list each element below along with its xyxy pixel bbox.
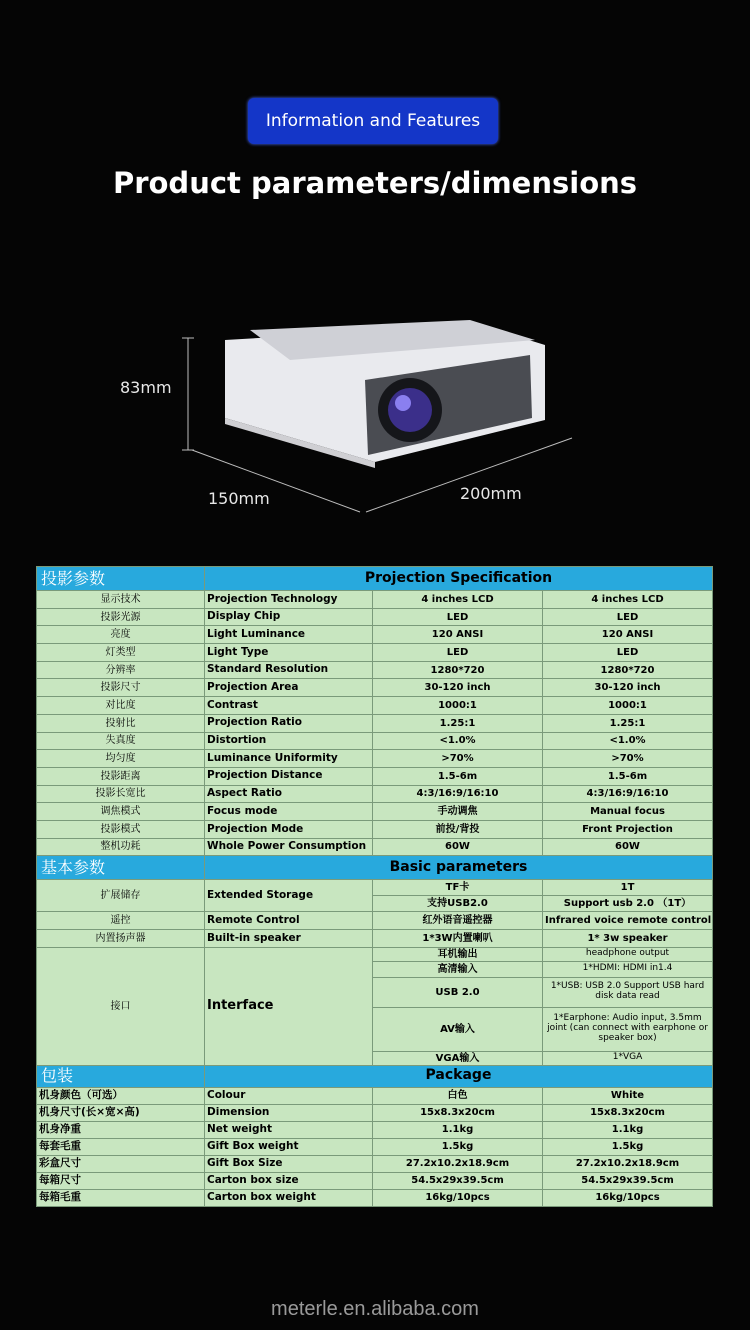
table-row	[37, 608, 713, 626]
table-cell: 60W	[373, 838, 543, 856]
table-cell: 投影距离	[37, 767, 205, 785]
table-cell: <1.0%	[373, 732, 543, 750]
table-cell: 120 ANSI	[373, 626, 543, 644]
table-cell: Projection Technology	[205, 591, 373, 609]
table-cell: LED	[373, 608, 543, 626]
table-cell: 亮度	[37, 626, 205, 644]
table-row	[37, 880, 713, 896]
table-cell: White	[543, 1087, 713, 1104]
table-cell: Gift Box Size	[205, 1155, 373, 1172]
table-row	[37, 1087, 713, 1104]
table-cell: Built-in speaker	[205, 930, 373, 948]
table-cell: AV输入	[373, 1007, 543, 1051]
table-cell: 整机功耗	[37, 838, 205, 856]
table-cell: 1T	[543, 880, 713, 896]
height-label: 83mm	[120, 378, 172, 397]
section-title-cn: 基本参数	[37, 856, 205, 880]
table-cell: Projection Distance	[205, 767, 373, 785]
table-row	[37, 591, 713, 609]
table-cell: 1.5kg	[373, 1138, 543, 1155]
table-row	[37, 767, 713, 785]
table-cell: 1.1kg	[543, 1121, 713, 1138]
table-cell: 手动调焦	[373, 803, 543, 821]
table-cell: 灯类型	[37, 644, 205, 662]
footer-url: meterle.en.alibaba.com	[271, 1298, 479, 1320]
table-cell: LED	[543, 644, 713, 662]
table-cell: 机身净重	[37, 1121, 205, 1138]
table-cell: 1280*720	[373, 661, 543, 679]
table-row	[37, 1189, 713, 1206]
table-cell: Projection Ratio	[205, 714, 373, 732]
table-cell: 机身颜色（可选）	[37, 1087, 205, 1104]
table-cell: 16kg/10pcs	[543, 1189, 713, 1206]
table-cell: 15x8.3x20cm	[543, 1104, 713, 1121]
table-cell: 接口	[37, 947, 205, 1065]
table-cell: 1.1kg	[373, 1121, 543, 1138]
table-cell: 每套毛重	[37, 1138, 205, 1155]
section-title-cn: 包装	[37, 1065, 205, 1087]
table-cell: 4 inches LCD	[373, 591, 543, 609]
table-row	[37, 856, 713, 880]
table-cell: Carton box weight	[205, 1189, 373, 1206]
table-row	[37, 750, 713, 768]
table-cell: 投射比	[37, 714, 205, 732]
table-cell: 15x8.3x20cm	[373, 1104, 543, 1121]
table-cell: 扩展储存	[37, 880, 205, 912]
table-cell: >70%	[373, 750, 543, 768]
table-cell: 4 inches LCD	[543, 591, 713, 609]
table-cell: VGA输入	[373, 1051, 543, 1065]
table-cell: >70%	[543, 750, 713, 768]
table-cell: 1*USB: USB 2.0 Support USB hard disk data read	[543, 977, 713, 1007]
table-cell: Carton box size	[205, 1172, 373, 1189]
table-cell: LED	[543, 608, 713, 626]
table-cell: Manual focus	[543, 803, 713, 821]
table-cell: 1.5-6m	[543, 767, 713, 785]
table-cell: 54.5x29x39.5cm	[543, 1172, 713, 1189]
table-cell: 均匀度	[37, 750, 205, 768]
table-row	[37, 1121, 713, 1138]
table-cell: LED	[373, 644, 543, 662]
table-cell: Infrared voice remote control	[543, 912, 713, 930]
table-cell: Aspect Ratio	[205, 785, 373, 803]
table-cell: 1.5kg	[543, 1138, 713, 1155]
table-row	[37, 803, 713, 821]
table-cell: 失真度	[37, 732, 205, 750]
table-cell: Dimension	[205, 1104, 373, 1121]
table-row	[37, 1065, 713, 1087]
table-cell: 1*Earphone: Audio input, 3.5mm joint (can connect with earphone or speaker box)	[543, 1007, 713, 1051]
table-row	[37, 732, 713, 750]
page-title: Product parameters/dimensions	[112, 166, 638, 200]
table-row	[37, 644, 713, 662]
table-cell: 1280*720	[543, 661, 713, 679]
table-cell: Front Projection	[543, 820, 713, 838]
table-cell: TF卡	[373, 880, 543, 896]
table-cell: 机身尺寸(长×宽×高)	[37, 1104, 205, 1121]
table-cell: 耳机输出	[373, 947, 543, 961]
table-row	[37, 930, 713, 948]
table-cell: 1.5-6m	[373, 767, 543, 785]
table-row	[37, 820, 713, 838]
table-row	[37, 947, 713, 961]
table-cell: 前投/背投	[373, 820, 543, 838]
table-cell: Interface	[205, 947, 373, 1065]
width-label: 200mm	[460, 484, 522, 503]
table-cell: Support usb 2.0 （1T）	[543, 896, 713, 912]
table-cell: 显示技术	[37, 591, 205, 609]
table-cell: 支持USB2.0	[373, 896, 543, 912]
table-cell: Focus mode	[205, 803, 373, 821]
table-cell: 遥控	[37, 912, 205, 930]
table-row	[37, 1155, 713, 1172]
table-cell: Contrast	[205, 697, 373, 715]
table-row	[37, 785, 713, 803]
table-cell: Remote Control	[205, 912, 373, 930]
table-cell: 投影尺寸	[37, 679, 205, 697]
table-cell: 4:3/16:9/16:10	[543, 785, 713, 803]
table-cell: 27.2x10.2x18.9cm	[543, 1155, 713, 1172]
table-cell: Projection Area	[205, 679, 373, 697]
table-cell: 16kg/10pcs	[373, 1189, 543, 1206]
table-cell: 对比度	[37, 697, 205, 715]
table-cell: 120 ANSI	[543, 626, 713, 644]
table-cell: <1.0%	[543, 732, 713, 750]
table-cell: 投影光源	[37, 608, 205, 626]
table-cell: Net weight	[205, 1121, 373, 1138]
table-row	[37, 912, 713, 930]
section-title-en: Basic parameters	[205, 856, 713, 880]
table-row	[37, 1172, 713, 1189]
table-row	[37, 1104, 713, 1121]
table-cell: 30-120 inch	[373, 679, 543, 697]
table-cell: Gift Box weight	[205, 1138, 373, 1155]
table-cell: Whole Power Consumption	[205, 838, 373, 856]
table-cell: 分辨率	[37, 661, 205, 679]
table-row	[37, 567, 713, 591]
table-cell: Colour	[205, 1087, 373, 1104]
info-features-badge: Information and Features	[248, 98, 498, 144]
table-cell: 彩盒尺寸	[37, 1155, 205, 1172]
table-cell: Display Chip	[205, 608, 373, 626]
table-row	[37, 661, 713, 679]
table-cell: 4:3/16:9/16:10	[373, 785, 543, 803]
table-cell: 60W	[543, 838, 713, 856]
table-cell: 1*HDMI: HDMI in1.4	[543, 961, 713, 977]
table-cell: 54.5x29x39.5cm	[373, 1172, 543, 1189]
section-title-cn: 投影参数	[37, 567, 205, 591]
table-row	[37, 626, 713, 644]
table-cell: Extended Storage	[205, 880, 373, 912]
table-cell: 1.25:1	[373, 714, 543, 732]
table-cell: 每箱毛重	[37, 1189, 205, 1206]
table-cell: 投影长宽比	[37, 785, 205, 803]
table-row	[37, 679, 713, 697]
table-cell: Light Type	[205, 644, 373, 662]
table-cell: 内置扬声器	[37, 930, 205, 948]
spec-table	[36, 566, 712, 1214]
table-cell: 1000:1	[543, 697, 713, 715]
table-cell: 白色	[373, 1087, 543, 1104]
table-row	[37, 1138, 713, 1155]
table-cell: 红外语音遥控器	[373, 912, 543, 930]
table-cell: 高清输入	[373, 961, 543, 977]
table-cell: 1*VGA	[543, 1051, 713, 1065]
table-cell: Light Luminance	[205, 626, 373, 644]
table-cell: 30-120 inch	[543, 679, 713, 697]
table-cell: 27.2x10.2x18.9cm	[373, 1155, 543, 1172]
depth-label: 150mm	[208, 489, 270, 508]
table-cell: 1.25:1	[543, 714, 713, 732]
table-cell: 1* 3w speaker	[543, 930, 713, 948]
table-row	[37, 697, 713, 715]
table-row	[37, 838, 713, 856]
section-title-en: Package	[205, 1065, 713, 1087]
table-cell: Luminance Uniformity	[205, 750, 373, 768]
table-cell: Projection Mode	[205, 820, 373, 838]
table-cell: headphone output	[543, 947, 713, 961]
table-cell: 1000:1	[373, 697, 543, 715]
section-title-en: Projection Specification	[205, 567, 713, 591]
table-cell: 每箱尺寸	[37, 1172, 205, 1189]
table-cell: 1*3W内置喇叭	[373, 930, 543, 948]
table-cell: Standard Resolution	[205, 661, 373, 679]
table-cell: 投影模式	[37, 820, 205, 838]
table-row	[37, 714, 713, 732]
table-cell: 调焦模式	[37, 803, 205, 821]
table-cell: USB 2.0	[373, 977, 543, 1007]
table-cell: Distortion	[205, 732, 373, 750]
